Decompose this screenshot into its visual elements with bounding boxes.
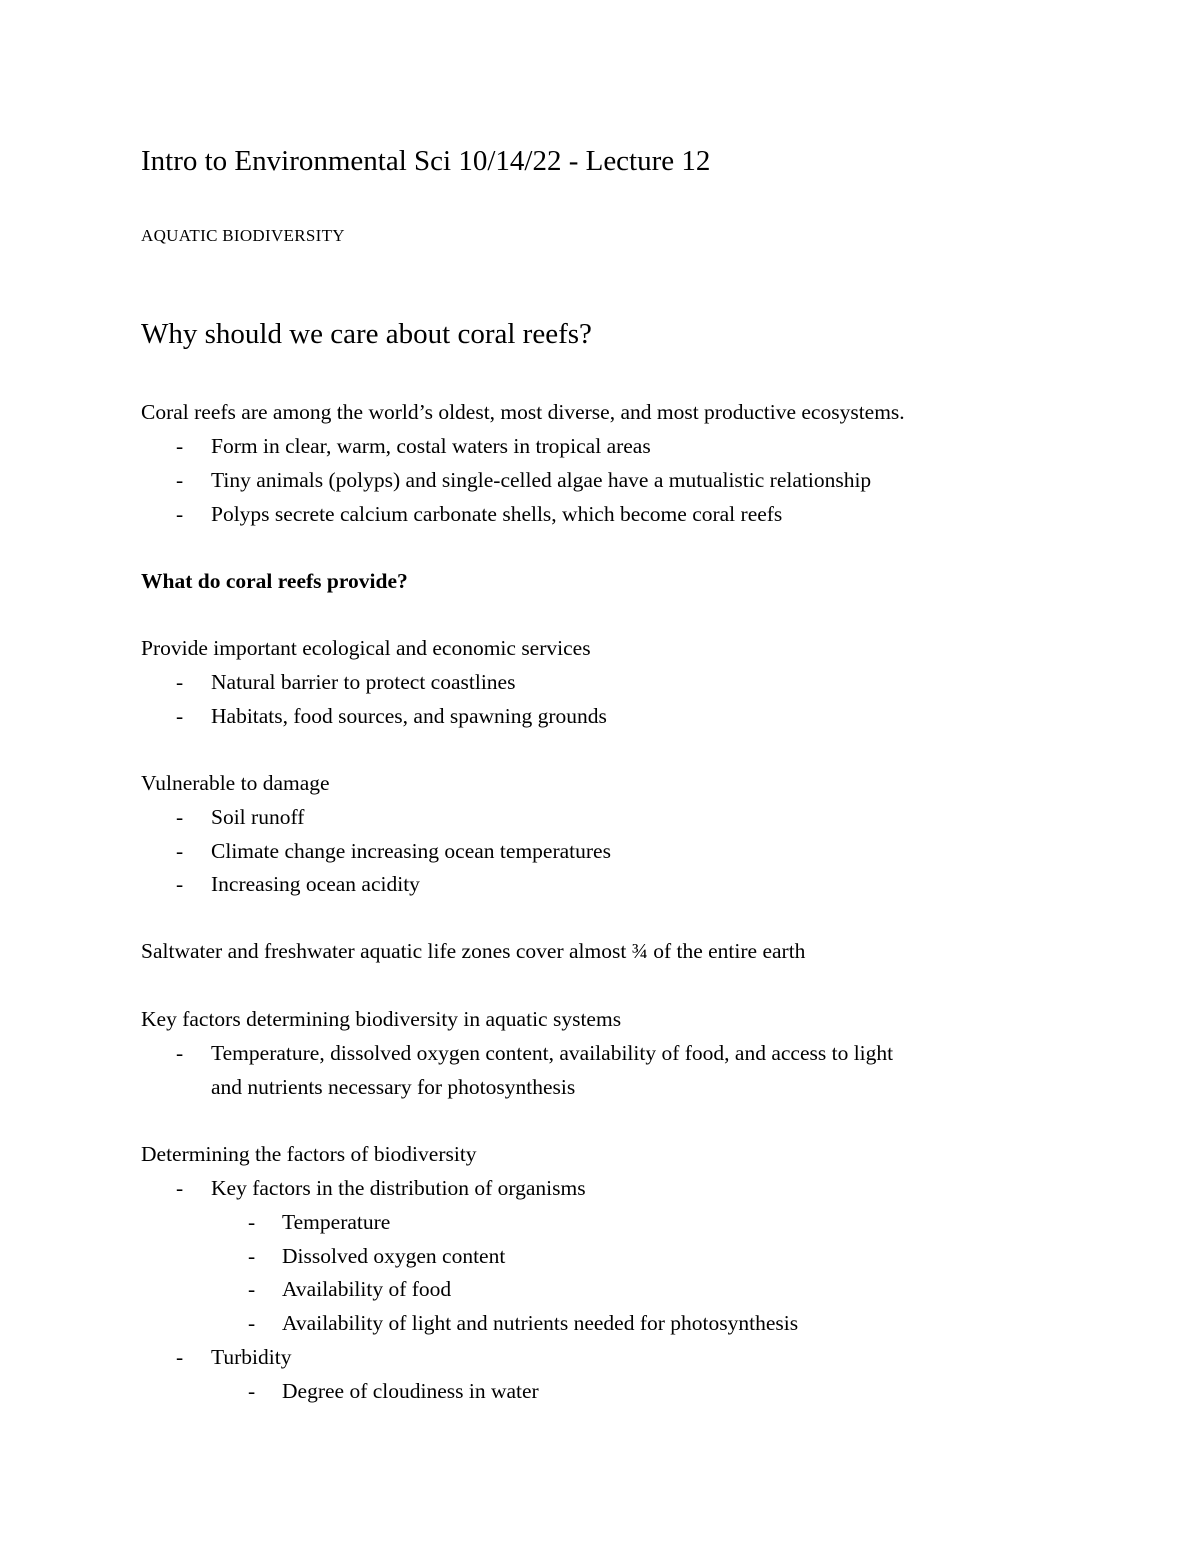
vulnerable-intro: Vulnerable to damage	[141, 771, 330, 795]
vulnerable-bullet: Increasing ocean acidity	[211, 872, 420, 896]
services-bullet: Natural barrier to protect coastlines	[211, 670, 516, 694]
coral-bullet: Tiny animals (polyps) and single-celled algae have a mutualistic relationship	[211, 468, 872, 492]
distribution-bullet: Key factors in the distribution of organisms	[211, 1176, 586, 1200]
services-intro: Provide important ecological and economic services	[141, 636, 591, 660]
section-label: AQUATIC BIODIVERSITY	[141, 226, 345, 245]
distribution-sub-item: Dissolved oxygen content	[282, 1244, 506, 1268]
bullet-dash: -	[176, 1345, 184, 1369]
determining-intro: Determining the factors of biodiversity	[141, 1142, 477, 1166]
coral-heading: Why should we care about coral reefs?	[141, 318, 592, 350]
saltwater-line: Saltwater and freshwater aquatic life zones cover almost ¾ of the entire earth	[141, 939, 806, 963]
distribution-sub-item: Availability of light and nutrients needed for photosynthesis	[282, 1311, 799, 1335]
key-factors-bullet-continuation: and nutrients necessary for photosynthesis	[211, 1075, 576, 1099]
bullet-dash: -	[176, 805, 184, 829]
sub-bullet-dash: -	[248, 1277, 256, 1301]
turbidity-bullet: Turbidity	[211, 1345, 292, 1369]
key-factors-bullet: Temperature, dissolved oxygen content, availability of food, and access to light	[211, 1041, 894, 1065]
bullet-dash: -	[176, 1041, 184, 1065]
vulnerable-bullet: Climate change increasing ocean temperatures	[211, 839, 611, 863]
turbidity-sub-item: Degree of cloudiness in water	[282, 1379, 539, 1403]
bullet-dash: -	[176, 872, 184, 896]
sub-bullet-dash: -	[248, 1379, 256, 1403]
coral-intro: Coral reefs are among the world’s oldest, most diverse, and most productive ecosystems.	[141, 400, 905, 424]
sub-bullet-dash: -	[248, 1311, 256, 1335]
bullet-dash: -	[176, 839, 184, 863]
provide-heading: What do coral reefs provide?	[141, 569, 408, 593]
bullet-dash: -	[176, 502, 184, 526]
document-title: Intro to Environmental Sci 10/14/22 - Lecture 12	[141, 145, 711, 177]
key-factors-intro: Key factors determining biodiversity in aquatic systems	[141, 1007, 622, 1031]
coral-bullet: Form in clear, warm, costal waters in tropical areas	[211, 434, 651, 458]
bullet-dash: -	[176, 704, 184, 728]
sub-bullet-dash: -	[248, 1210, 256, 1234]
bullet-dash: -	[176, 434, 184, 458]
bullet-dash: -	[176, 468, 184, 492]
sub-bullet-dash: -	[248, 1244, 256, 1268]
services-bullet: Habitats, food sources, and spawning grounds	[211, 704, 607, 728]
bullet-dash: -	[176, 670, 184, 694]
vulnerable-bullet: Soil runoff	[211, 805, 305, 829]
coral-bullet: Polyps secrete calcium carbonate shells, which become coral reefs	[211, 502, 783, 526]
distribution-sub-item: Availability of food	[282, 1277, 452, 1301]
distribution-sub-item: Temperature	[282, 1210, 391, 1234]
bullet-dash: -	[176, 1176, 184, 1200]
